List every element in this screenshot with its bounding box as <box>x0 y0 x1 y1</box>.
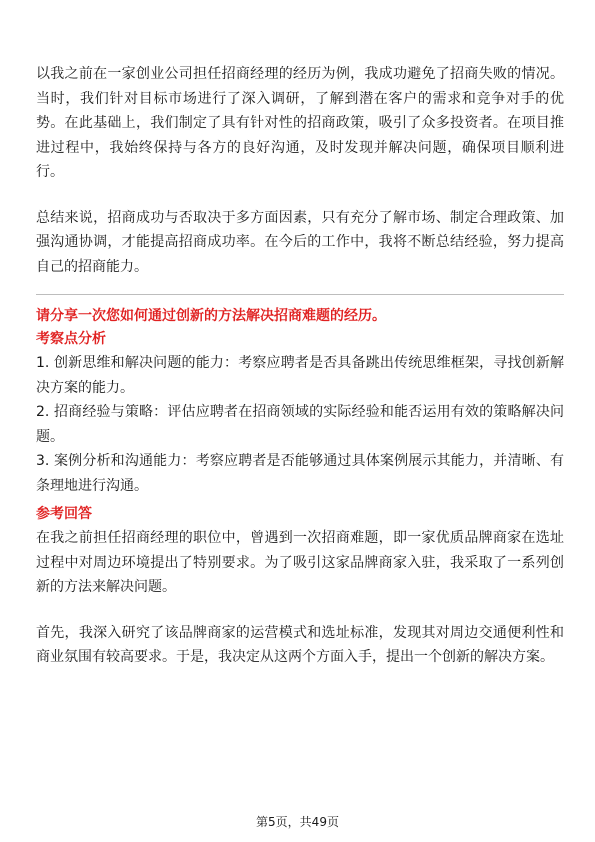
analysis-heading: 考察点分析 <box>36 331 106 347</box>
analysis-item: 1. 创新思维和解决问题的能力：考察应聘者是否具备跳出传统思维框架，寻找创新解决方案的能力。 <box>36 355 564 396</box>
answer-paragraph: 首先，我深入研究了该品牌商家的运营模式和选址标准，发现其对周边交通便利性和商业氛围有较高要求。于是，我决定从这两个方面入手，提出一个创新的解决方案。 <box>36 624 564 665</box>
analysis-item: 2. 招商经验与策略：评估应聘者在招商领域的实际经验和能否运用有效的策略解决问题。 <box>36 404 564 445</box>
body-paragraph: 总结来说，招商成功与否取决于多方面因素，只有充分了解市场、制定合理政策、加强沟通协调，才能提高招商成功率。在今后的工作中，我将不断总结经验，努力提高自己的招商能力。 <box>36 209 564 275</box>
answer-paragraph: 在我之前担任招商经理的职位中，曾遇到一次招商难题，即一家优质品牌商家在选址过程中对周边环境提出了特别要求。为了吸引这家品牌商家入驻，我采取了一系列创新的方法来解决问题。 <box>36 530 564 595</box>
answer-heading: 参考回答 <box>36 506 92 522</box>
interview-question: 请分享一次您如何通过创新的方法解决招商难题的经历。 <box>36 308 386 324</box>
analysis-item: 3. 案例分析和沟通能力：考察应聘者是否能够通过具体案例展示其能力，并清晰、有条理地进行沟通。 <box>36 453 564 494</box>
page-content <box>36 62 564 670</box>
section-divider <box>36 294 564 295</box>
page-number: 第5页，共49页 <box>256 815 339 829</box>
body-paragraph: 以我之前在一家创业公司担任招商经理的经历为例，我成功避免了招商失败的情况。当时，我们针对目标市场进行了深入调研，了解到潜在客户的需求和竞争对手的优势。在此基础上，我们制定了具有针对性的招商政策，吸引了众多投资者。在项目推进过程中，我始终保持与各方的良好沟通，及时发现并解决问题，确保项目顺利进行。 <box>36 66 564 180</box>
